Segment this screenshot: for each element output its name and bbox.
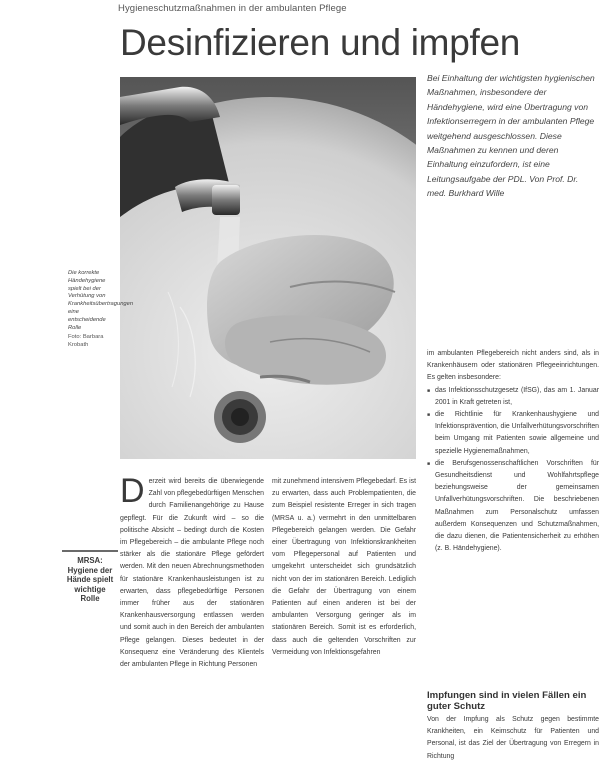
page-title: Desinfizieren und impfen [120,22,521,63]
list-item: ■ die Richtlinie für Krankenhaushygiene und Infektionsprävention, die Unfallverhütungsvorschriften beim Umgang mit Patienten sowie allgemeine und spezielle Hygienemaßnahmen, [427,409,599,458]
hand-washing-photo [120,77,416,459]
column-1-text: erzeit wird bereits die überwiegende Zahl von pflegebedürftigen Menschen durch Familienangehörige zu Hause gepflegt. Für die Zukunft wird – so die politische Absicht – bedingt durch die Kosten im Pflegebereich – die ambulante Pflege noch stärker als die stationäre Pflege gefördert werden. Mit den neuen Abrechnungsmethoden für stationäre Krankenhausleistungen ist zu erwarten, dass pflegebedürftige Personen immer früher aus der stationären Krankenhausversorgung entlassen werden und somit auch in den Bereich der ambulanten Pflege gelangen. Dieses bedeutet in der Konsequenz eine Veränderung des Klientels der ambulanten Pflege in Richtung Personen [120,478,264,669]
section-subheading: Impfungen sind in vielen Fällen ein guter Schutz [427,690,587,712]
list-item: ■ die Berufsgenossenschaftlichen Vorschriften für Gesundheitsdienst und Wohlfahrtspflege beziehungsweise der gemeinsamen Unfallverhütungsvorschriften. Die beschriebenen Maßnahmen zum Personalschutz umfassen außerdem Konsequenzen und Schutzmaßnahmen, die dazu dienen, die Patientensicherheit zu erhöhen (z. B. Händehygiene). [427,458,599,556]
photo-credit: Foto: Barbara Krobath [68,334,104,349]
drop-cap: D [120,472,145,510]
column-3-continuation: Von der Impfung als Schutz gegen bestimmte Krankheiten, ein Keimschutz für Patienten und Personal, ist das Ziel der Übertragung von Erregern in Richtung [427,716,599,760]
lead-paragraph: Bei Einhaltung der wichtigsten hygienischen Maßnahmen, insbesondere der Händehygiene, wird eine Übertragung von Infektionserregern in der ambulanten Pflege weitgehend ausgeschlossen. Diese Maßnahmen zu kennen und deren Einhaltung einzufordern, ist eine Leitungsaufgabe der PDL. Von Prof. Dr. med. Burkhard Wille [427,73,595,199]
callout-text: Hygiene der Hände spielt wichtige Rolle [66,565,114,604]
body-column-1 [120,472,264,671]
body-column-2: mit zunehmend intensivem Pflegebedarf. Es ist zu erwarten, dass auch Problempatienten, die zum Beispiel resistente Erreger in sich tragen (MRSA u. a.) vermehrt in den unmittelbaren Pflegebereich gelangen werden. Die Gefahr einer Übertragung von Infektionskrankheiten vom Pflegepersonal auf Patienten und umgekehrt unterscheidet sich grundsätzlich nicht von der im stationären Bereich. Lediglich die Gefahr der Übertragung von einem Patienten auf einen anderen ist bei der ambulanten Versorgung geringer als im stationären Bereich. Somit ist es erforderlich, dass auch die geltenden Vorschriften zur Vermeidung von Infektionsgefahren [272,478,416,656]
caption-text: Die korrekte Händehygiene spielt bei der Verhütung von Krankheitsübertragungen eine entscheidende Rolle [68,270,134,331]
sidebar-callout [62,550,118,604]
callout-title: MRSA: [77,556,103,565]
body-column-3 [427,348,599,555]
hand-washing-illustration [120,77,416,459]
photo-caption [68,270,134,350]
kicker: Hygieneschutzmaßnahmen in der ambulanten Pflege [118,3,347,14]
regulation-list [427,385,599,556]
list-item: ■ das Infektionsschutzgesetz (IfSG), das am 1. Januar 2001 in Kraft getreten ist, [427,385,599,409]
column-3-intro: im ambulanten Pflegebereich nicht anders sind, als in Krankenhäusern oder stationären Pflegeeinrichtungen. Es gelten insbesondere: [427,350,599,382]
